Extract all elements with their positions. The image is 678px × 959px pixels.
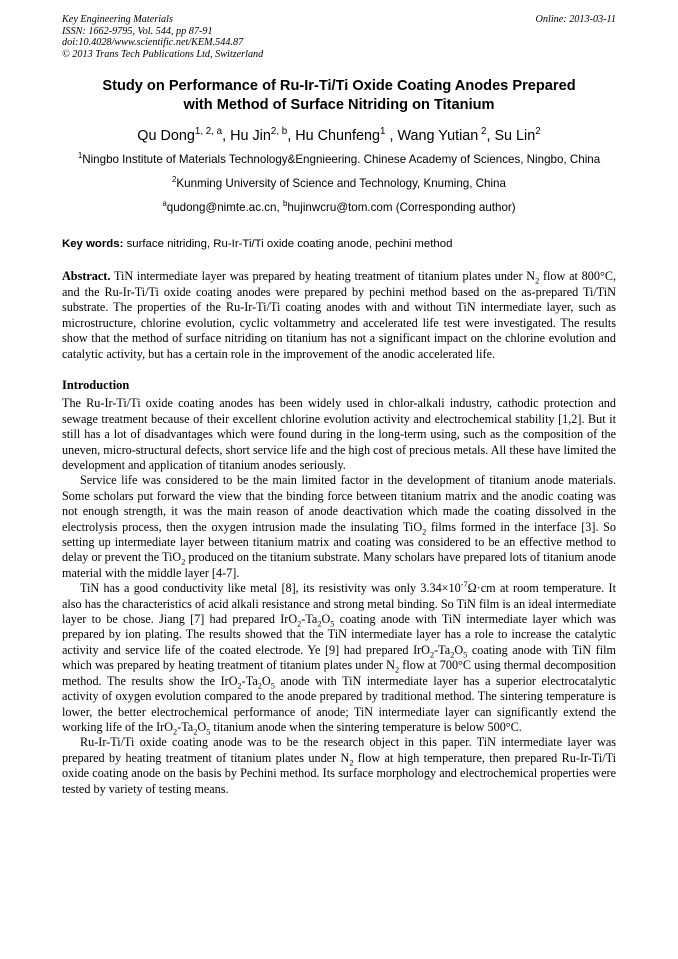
paragraph-text: films formed in the interface [3]. So setting up intermediate layer between titanium matrix and coating was considered to be an effective method to delay or prevent the TiO	[62, 519, 616, 565]
author-separator: ,	[385, 128, 398, 145]
abstract	[62, 269, 616, 362]
subscript: 2	[450, 650, 455, 660]
paragraph-text: O	[261, 673, 271, 688]
email-mark: a	[162, 199, 167, 209]
journal-name: Key Engineering Materials	[62, 14, 173, 25]
subscript: 2	[535, 276, 540, 286]
subscript: 5	[463, 650, 468, 660]
paragraph-text: O	[321, 612, 331, 627]
subscript: 2	[429, 650, 435, 660]
paragraph-text: TiN has a good conductivity like metal [8], its resistivity was only 3.34×10	[80, 581, 461, 596]
paragraph-text: -Ta	[434, 642, 451, 657]
abstract-text: TiN intermediate layer was prepared by heating treatment of titanium plates under N	[110, 269, 536, 284]
paper-title	[62, 77, 616, 115]
author-name: Su Lin	[494, 128, 536, 145]
affiliation-text: Kunming University of Science and Technology, Knuming, China	[176, 177, 506, 191]
author-affiliation-mark: 2, b	[270, 126, 288, 138]
email-line	[62, 200, 616, 215]
paragraph-text: -Ta	[301, 612, 318, 627]
subscript: 5	[270, 681, 275, 691]
section-heading-introduction: Introduction	[62, 378, 130, 393]
paragraph-text: -Ta	[241, 673, 258, 688]
subscript: 2	[173, 727, 178, 737]
superscript: -7	[460, 580, 468, 590]
intro-paragraph-4	[62, 735, 616, 797]
email-address: qudong@nimte.ac.cn,	[166, 201, 283, 215]
subscript: 2	[394, 665, 400, 675]
paragraph-text: anode with TiN intermediate layer has a superior electrocatalytic activity of oxygen evolution compared to the anode prepared by traditional method. The sintering temperature is lower, the better electrochemical performance of anode; TiN intermediate layer can significantly extend the working life of the IrO	[62, 673, 616, 734]
abstract-text: flow at 800°C, and the Ru-Ir-Ti/Ti oxide coating anodes were prepared by pechini method based on the as-prepared Ti/TiN substrate. The properties of the Ru-Ir-Ti/Ti coating anodes with and without TiN intermediate layer, such as microstructure, chlorine evolution, cyclic voltammetry and accelerated life test were investigated. The results show that the method of surface nitriding on titanium has not a significant impact on the chlorine evolution and catalytic activity, but has a certain role in the improvement of the anodic accelerated life.	[62, 269, 616, 361]
keywords-text: surface nitriding, Ru-Ir-Ti/Ti oxide coating anode, pechini method	[123, 238, 453, 251]
doi-line: doi:10.4028/www.scientific.net/KEM.544.87	[62, 37, 244, 49]
intro-paragraph-2	[62, 473, 616, 581]
keywords	[62, 237, 616, 252]
subscript: 2	[257, 681, 262, 691]
author-affiliation-mark: 2	[535, 126, 541, 138]
paper-page	[62, 14, 616, 797]
paragraph-text: coating anode with TiN intermediate layer which was prepared by ion plating. The results showed that the TiN intermediate layer has a role to increase the catalytic activity and service life of the coated electrode. Ye [9] had prepared IrO	[62, 612, 616, 657]
online-date: Online: 2013-03-11	[535, 14, 616, 25]
subscript: 5	[206, 727, 211, 737]
abstract-label: Abstract.	[62, 269, 111, 284]
intro-paragraph-3	[62, 581, 616, 735]
paragraph-text: titanium anode when the sintering temperature is below 500°C.	[210, 719, 522, 734]
paragraph-text: coating anode with TiN film which was prepared by heating treatment of titanium plates under N	[62, 642, 616, 673]
author-list	[62, 127, 616, 145]
subscript: 2	[237, 681, 242, 691]
affiliation-2	[62, 176, 616, 191]
author-affiliation-mark: 1, 2, a	[194, 126, 223, 138]
journal-header	[62, 14, 616, 60]
affiliation-1	[62, 152, 616, 167]
paragraph-text: flow at 700°C using thermal decomposition method. The results show the IrO	[62, 658, 616, 688]
subscript: 2	[349, 758, 354, 768]
subscript: 2	[193, 727, 198, 737]
subscript: 2	[422, 527, 427, 537]
copyright-line: © 2013 Trans Tech Publications Ltd, Switzerland	[62, 48, 264, 60]
paragraph-text: produced on the titanium substrate. Many scholars have prepared lots of titanium anode material with the middle layer [4-7].	[62, 550, 616, 580]
author-affiliation-mark: 1	[380, 126, 386, 138]
paragraph-text: -Ta	[177, 719, 194, 734]
subscript: 2	[317, 619, 322, 629]
subscript: 5	[330, 619, 335, 629]
author-name: Hu Jin	[230, 128, 271, 145]
intro-paragraph-1: The Ru-Ir-Ti/Ti oxide coating anodes has been widely used in chlor-alkali industry, cathodic protection and sewage treatment because of their excellent chlorine evolution activity and electrochemical stability [1,2]. But it still has a lot of disadvantages which were found during in the long-term using, such as the composition of the uneven, micro-structural defects, short service life and the high cost of precious metals. All these have limited the development and application of titanium anodes seriously.	[62, 396, 616, 472]
email-mark: b	[282, 199, 288, 209]
keywords-label: Key words:	[62, 238, 124, 251]
issn-line: ISSN: 1662-9795, Vol. 544, pp 87-91	[62, 25, 213, 37]
paragraph-text: O	[197, 719, 207, 734]
title-line-2: with Method of Surface Nitriding on Titanium	[183, 97, 495, 114]
author-separator: ,	[222, 128, 231, 145]
author-name: Hu Chunfeng	[295, 128, 381, 145]
author-affiliation-mark: 2	[478, 126, 487, 138]
paragraph-text: Ru-Ir-Ti/Ti oxide coating anode was to be the research object in this paper. TiN intermediate layer was prepared by heating treatment of titanium plates under N	[62, 735, 616, 765]
title-line-1: Study on Performance of Ru-Ir-Ti/Ti Oxide Coating Anodes Prepared	[102, 78, 576, 95]
author-name: Qu Dong	[137, 128, 195, 145]
affiliation-text: Ningbo Institute of Materials Technology&Engnieering. Chinese Academy of Sciences, Ningbo, China	[82, 153, 601, 167]
paragraph-text: O	[454, 642, 464, 657]
author-separator: ,	[486, 128, 495, 145]
subscript: 2	[297, 619, 302, 629]
affiliation-number: 1	[77, 151, 83, 161]
paragraph-text: Ω·cm at room temperature. It also has the characteristics of acid alkali resistance and strong metal binding. So TiN film is an ideal intermediate layer to be chose. Jiang [7] had prepared IrO	[62, 581, 616, 627]
paragraph-text: flow at high temperature, then prepared Ru-Ir-Ti/Ti oxide coating anode on the basis by Pechini method. Its surface morphology and electrochemical properties were tested by variety of testing means.	[62, 750, 616, 796]
author-separator: ,	[287, 128, 296, 145]
subscript: 2	[181, 557, 186, 567]
affiliation-number: 2	[172, 175, 177, 185]
author-name: Wang Yutian	[397, 128, 479, 145]
paragraph-text: Service life was considered to be the main limited factor in the development of titanium anode materials. Some scholars put forward the view that the binding force between titanium matrix and the anodic coating was not enough strength, it was the main reason of anode deactivation which made the coating dissolved in the electrolysis process, then the oxygen intrusion made the insulating TiO	[62, 473, 616, 534]
email-address: hujinwcru@tom.com (Corresponding author)	[287, 201, 516, 215]
